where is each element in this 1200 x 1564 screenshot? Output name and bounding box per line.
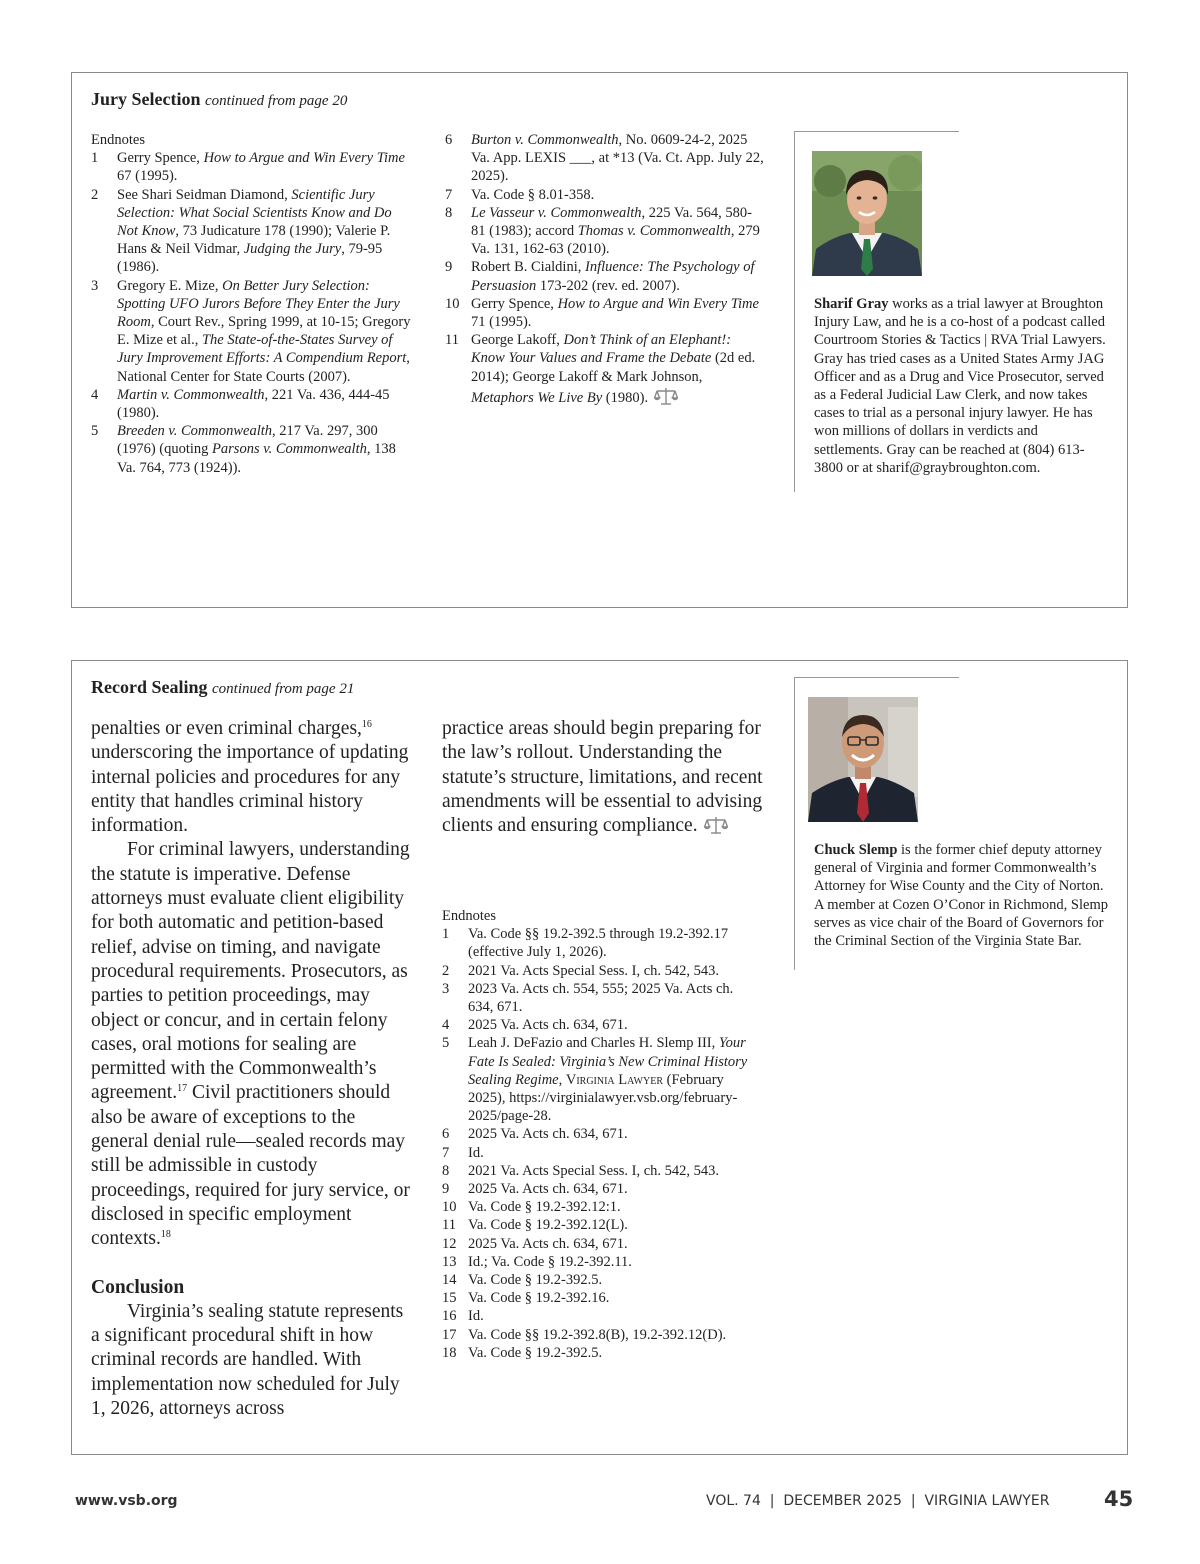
text-run: Id. <box>468 1144 484 1161</box>
endnote-number: 17 <box>442 1326 457 1343</box>
endnote-text <box>117 186 415 277</box>
text-run: Virginia Lawyer <box>565 1071 663 1088</box>
text-run: Va. Code § 19.2-392.5. <box>468 1344 603 1361</box>
endnote-text <box>117 386 415 422</box>
endnotes-title: Endnotes <box>91 132 145 148</box>
text-run: 71 (1995). <box>471 314 532 331</box>
text-run: How to Argue and Win Every Time <box>557 295 759 312</box>
endnote <box>442 1016 762 1034</box>
endnote-text <box>471 295 765 331</box>
text-run: Va. Code § 19.2-392.5. <box>468 1272 603 1289</box>
text-run: Scientific Jury Selection: What Social Scientists Know and Do Not Know <box>117 186 392 240</box>
endnote <box>442 1235 762 1253</box>
endnote-number: 18 <box>442 1344 457 1361</box>
endnote <box>445 204 765 259</box>
text-run: 2025 Va. Acts ch. 634, 671. <box>468 1181 628 1198</box>
text-run: How to Argue and Win Every Time <box>203 150 405 167</box>
jury-selection-title: Jury Selection <box>91 89 201 109</box>
footer-url[interactable]: www.vsb.org <box>75 1493 178 1509</box>
text-run: , 279 Va. 131, 162-63 (2010). <box>471 223 760 258</box>
record-continued-note: continued from page 21 <box>212 681 355 697</box>
endnote-number: 11 <box>442 1217 456 1234</box>
text-run: Burton v. Commonwealth <box>471 132 619 148</box>
endnote-number: 12 <box>442 1235 457 1252</box>
endnote-number: 9 <box>442 1181 450 1198</box>
endnote-number: 7 <box>442 1144 450 1161</box>
endnote-text <box>468 1216 762 1234</box>
endnote-text <box>117 277 415 386</box>
endnote <box>91 149 415 185</box>
record-body-left <box>91 717 413 1421</box>
text-run: , 217 Va. 297, 300 (1976) (quoting <box>117 423 378 458</box>
endnote <box>442 1344 762 1362</box>
bio-text: is the former chief deputy attorney general of Virginia and former Commonwealth’s Attorney for Wise County and the City of Norton. A member at Cozen O’Conor in Richmond, Slemp serves as vice chair of the Board of Governors for the Criminal Section of the Virginia State Bar. <box>814 842 1108 950</box>
text-run: For criminal lawyers, understanding the statute is imperative. Defense attorneys must evaluate client eligibility for both automatic and petition-based relief, advise on timing, and navigate procedural requirements. Prosecutors, as parties to petition proceedings, may object or concur, and in certain felony cases, oral motions for sealing are permitted with the Commonwealth’s agreement. <box>91 839 410 1104</box>
text-run: Va. Code §§ 19.2-392.5 through 19.2-392.17 (effective July 1, 2026). <box>468 926 729 961</box>
bio-name: Chuck Slemp <box>814 842 898 858</box>
text-run: 2023 Va. Acts ch. 554, 555; 2025 Va. Acts ch. 634, 671. <box>468 980 734 1016</box>
record-sealing-title: Record Sealing <box>91 677 208 697</box>
text-run: , 138 Va. 764, 773 (1924)). <box>117 441 396 476</box>
endnote-text <box>468 1289 762 1307</box>
endnote-number: 6 <box>442 1126 450 1143</box>
footnote-ref: 18 <box>160 1229 171 1241</box>
endnote <box>442 1180 762 1198</box>
text-run: 2025 Va. Acts ch. 634, 671. <box>468 1235 628 1252</box>
text-run: Metaphors We Live By <box>471 389 603 406</box>
text-run: Va. Code § 19.2-392.12:1. <box>468 1199 621 1216</box>
endnote-number: 9 <box>445 259 453 276</box>
endnote-text <box>468 925 762 961</box>
text-run: Martin v. Commonwealth <box>117 386 265 403</box>
endnote-text <box>468 1125 762 1143</box>
text-run: (1980). <box>602 389 649 406</box>
endnote-text <box>468 1253 762 1271</box>
text-run: 2025 Va. Acts ch. 634, 671. <box>468 1126 628 1143</box>
text-run: 2021 Va. Acts Special Sess. I, ch. 542, 543. <box>468 962 720 979</box>
endnote-number: 13 <box>442 1253 457 1270</box>
endnote-text <box>468 1162 762 1180</box>
text-run: Va. Code § 19.2-392.16. <box>468 1290 610 1307</box>
text-run: Id.; Va. Code § 19.2-392.11. <box>468 1253 632 1270</box>
text-run: , 221 Va. 436, 444-45 (1980). <box>117 386 390 422</box>
text-run: Robert B. Cialdini, <box>471 259 585 276</box>
text-run: Va. Code §§ 19.2-392.8(B), 19.2-392.12(D). <box>468 1326 727 1343</box>
jury-endnotes-right <box>445 131 765 407</box>
endnote <box>91 277 415 386</box>
text-run: On Better Jury Selection: Spotting UFO Jurors Before They Enter the Jury Room <box>117 277 400 331</box>
endnote-text <box>468 1271 762 1289</box>
record-sealing-header <box>91 677 354 698</box>
endnotes-title: Endnotes <box>442 908 496 924</box>
endnote-text <box>468 1307 762 1325</box>
endnote-text <box>468 1144 762 1162</box>
text-run: , <box>558 1071 566 1088</box>
text-run: Leah J. DeFazio and Charles H. Slemp III, <box>468 1035 719 1052</box>
endnote-text <box>471 131 765 186</box>
text-run: 2025 Va. Acts ch. 634, 671. <box>468 1017 628 1034</box>
text-run: Le Vasseur v. Commonwealth <box>471 204 642 221</box>
footnote-ref: 16 <box>361 719 372 730</box>
text-run: Don’t Think of an Elephant!: Know Your Values and Frame the Debate <box>471 332 732 367</box>
endnote-text <box>468 1344 762 1362</box>
endnote <box>445 295 765 331</box>
endnote <box>442 1216 762 1234</box>
endnote <box>442 1162 762 1180</box>
text-run: (February 2025), https://virginialawyer.vsb.org/february-2025/page-28. <box>468 1071 738 1125</box>
text-run: penalties or even criminal charges, <box>91 718 362 739</box>
jury-continued-note: continued from page 20 <box>205 93 348 109</box>
endnote-number: 5 <box>91 423 99 440</box>
endnote <box>442 1253 762 1271</box>
text-run: 173-202 (rev. ed. 2007). <box>536 277 680 294</box>
endnote-text <box>468 1180 762 1198</box>
endnote-number: 10 <box>442 1199 457 1216</box>
endnote-number: 2 <box>442 962 450 979</box>
endnote <box>442 1289 762 1307</box>
endnote <box>442 1125 762 1143</box>
text-run: Influence: The Psychology of Persuasion <box>471 259 755 294</box>
endnote-number: 15 <box>442 1290 457 1307</box>
body-paragraph <box>91 838 413 1251</box>
endnote-number: 5 <box>442 1035 450 1052</box>
endnote-number: 4 <box>442 1017 450 1034</box>
endnote-number: 3 <box>91 277 99 294</box>
endnote-number: 16 <box>442 1308 457 1325</box>
endnote <box>445 131 765 186</box>
jury-notes-right-list <box>445 131 765 407</box>
text-run: Your Fate Is Sealed: Virginia’s New Criminal History Sealing Regime <box>468 1035 748 1088</box>
bio-name: Sharif Gray <box>814 296 889 312</box>
text-run: , 73 Judicature 178 (1990); Valerie P. Hans & Neil Vidmar, <box>117 223 391 258</box>
endnote-text <box>471 331 765 407</box>
body-paragraph <box>91 717 413 838</box>
text-run: See Shari Seidman Diamond, <box>117 186 292 203</box>
text-run: Gregory E. Mize, <box>117 277 223 294</box>
endnote-text <box>468 962 762 980</box>
endnote-number: 1 <box>442 926 450 943</box>
text-run: Thomas v. Commonwealth <box>577 223 731 240</box>
text-run: Gerry Spence, <box>471 295 558 312</box>
endnote-text <box>468 1034 762 1125</box>
text-run: , No. 0609-24-2, 2025 Va. App. LEXIS ___, at *13 (Va. Ct. App. July 22, 2025). <box>471 132 764 185</box>
endnote-number: 3 <box>442 980 450 997</box>
chuck-slemp-photo <box>808 697 918 822</box>
endnote <box>91 186 415 277</box>
text-run: Id. <box>468 1308 484 1325</box>
jury-selection-header <box>91 89 347 110</box>
endnote <box>442 1198 762 1216</box>
text-run: Civil practitioners should also be aware of exceptions to the general denial rule—sealed records may still be admissible in custody proceedings, required for jury service, or disclosed in specific employment contexts. <box>91 1082 410 1250</box>
text-run: Judging the Jury <box>243 241 342 258</box>
record-body-right <box>442 717 764 838</box>
sharif-gray-photo <box>812 151 922 276</box>
endnote <box>442 1326 762 1344</box>
record-notes-list <box>442 925 762 1362</box>
endnote-number: 14 <box>442 1272 457 1289</box>
endnote <box>442 925 762 961</box>
text-run: , 79-95 (1986). <box>117 241 383 276</box>
text-run: 2021 Va. Acts Special Sess. I, ch. 542, 543. <box>468 1162 720 1179</box>
text-run: (2d ed. 2014); George Lakoff & Mark Johnson, <box>471 350 756 385</box>
conclusion-paragraph: Virginia’s sealing statute represents a significant procedural shift in how criminal records are handled. With implementation now scheduled for July 1, 2026, attorneys across <box>91 1300 404 1420</box>
endnote <box>91 422 415 477</box>
jury-notes-left-list <box>91 149 415 477</box>
endnote <box>442 1034 762 1125</box>
endnote-text <box>117 422 415 477</box>
text-run: Breeden v. Commonwealth <box>117 423 273 440</box>
endnote-text <box>468 1326 762 1344</box>
chuck-slemp-bio <box>814 841 1110 950</box>
endnote-text <box>471 186 765 204</box>
endnote <box>442 1144 762 1162</box>
endnote <box>442 1271 762 1289</box>
record-left-paragraphs <box>91 717 413 1252</box>
text-run: , National Center for State Courts (2007). <box>117 350 410 385</box>
endnote <box>442 962 762 980</box>
endnote-number: 4 <box>91 386 99 403</box>
text-run: George Lakoff, <box>471 332 564 349</box>
endnote <box>442 980 762 1016</box>
footnote-ref: 17 <box>177 1083 188 1095</box>
bio-text: works as a trial lawyer at Broughton Injury Law, and he is a co-host of a podcast called Courtroom Stories & Tactics | RVA Trial Lawyers. Gray has tried cases as a United States Army JAG Officer and as a Drug and Vice Prosecutor, served as a Federal Judicial Law Clerk, and now takes cases to trial as a personal injury lawyer. He has won millions of dollars in verdicts and settlements. Gray can be reached at (804) 613-3800 or at sharif@graybroughton.com. <box>814 296 1106 476</box>
jury-endnotes-left <box>91 131 415 477</box>
page-number: 45 <box>1104 1487 1134 1511</box>
endnote-text <box>471 204 765 259</box>
text-run: Gerry Spence, <box>117 150 204 167</box>
conclusion-heading: Conclusion <box>91 1276 185 1298</box>
endnote-text <box>468 1016 762 1034</box>
endnote-number: 11 <box>445 332 459 349</box>
text-run: The State-of-the-States Survey of Jury Improvement Efforts: A Compendium Report <box>117 332 407 367</box>
scales-of-justice-icon <box>704 815 728 835</box>
endnote-text <box>471 258 765 294</box>
text-run: 67 (1995). <box>117 168 178 185</box>
endnote-text <box>117 149 415 185</box>
endnote-number: 6 <box>445 132 453 148</box>
text-run: underscoring the importance of updating internal policies and procedures for any entity that handles criminal history information. <box>91 742 409 837</box>
text-run: Parsons v. Commonwealth <box>212 441 367 458</box>
endnote-number: 8 <box>442 1162 450 1179</box>
text-run: , 225 Va. 564, 580-81 (1983); accord <box>471 204 753 240</box>
endnote-number: 1 <box>91 150 99 167</box>
endnote-number: 7 <box>445 186 453 203</box>
endnote-text <box>468 1235 762 1253</box>
text-run: , Court Rev., Spring 1999, at 10-15; Gregory E. Mize et al., <box>117 314 411 349</box>
record-right-paragraph: practice areas should begin preparing for the law’s rollout. Understanding the statute’s structure, limitations, and recent amendments will be essential to advising clients and ensuring compliance. <box>442 718 763 837</box>
footer-issue: VOL. 74 | DECEMBER 2025 | VIRGINIA LAWYER <box>706 1493 1050 1509</box>
endnote <box>442 1307 762 1325</box>
endnote-number: 2 <box>91 186 99 203</box>
text-run: Va. Code § 19.2-392.12(L). <box>468 1217 628 1234</box>
endnote-text <box>468 1198 762 1216</box>
endnote-number: 8 <box>445 204 453 221</box>
endnote <box>445 331 765 407</box>
record-endnotes <box>442 907 762 1362</box>
sharif-gray-bio <box>814 295 1110 477</box>
endnote <box>445 258 765 294</box>
endnote <box>91 386 415 422</box>
scales-of-justice-icon <box>654 386 678 406</box>
endnote-number: 10 <box>445 295 460 312</box>
endnote-text <box>468 980 762 1016</box>
text-run: Va. Code § 8.01-358. <box>471 186 595 203</box>
endnote <box>445 186 765 204</box>
